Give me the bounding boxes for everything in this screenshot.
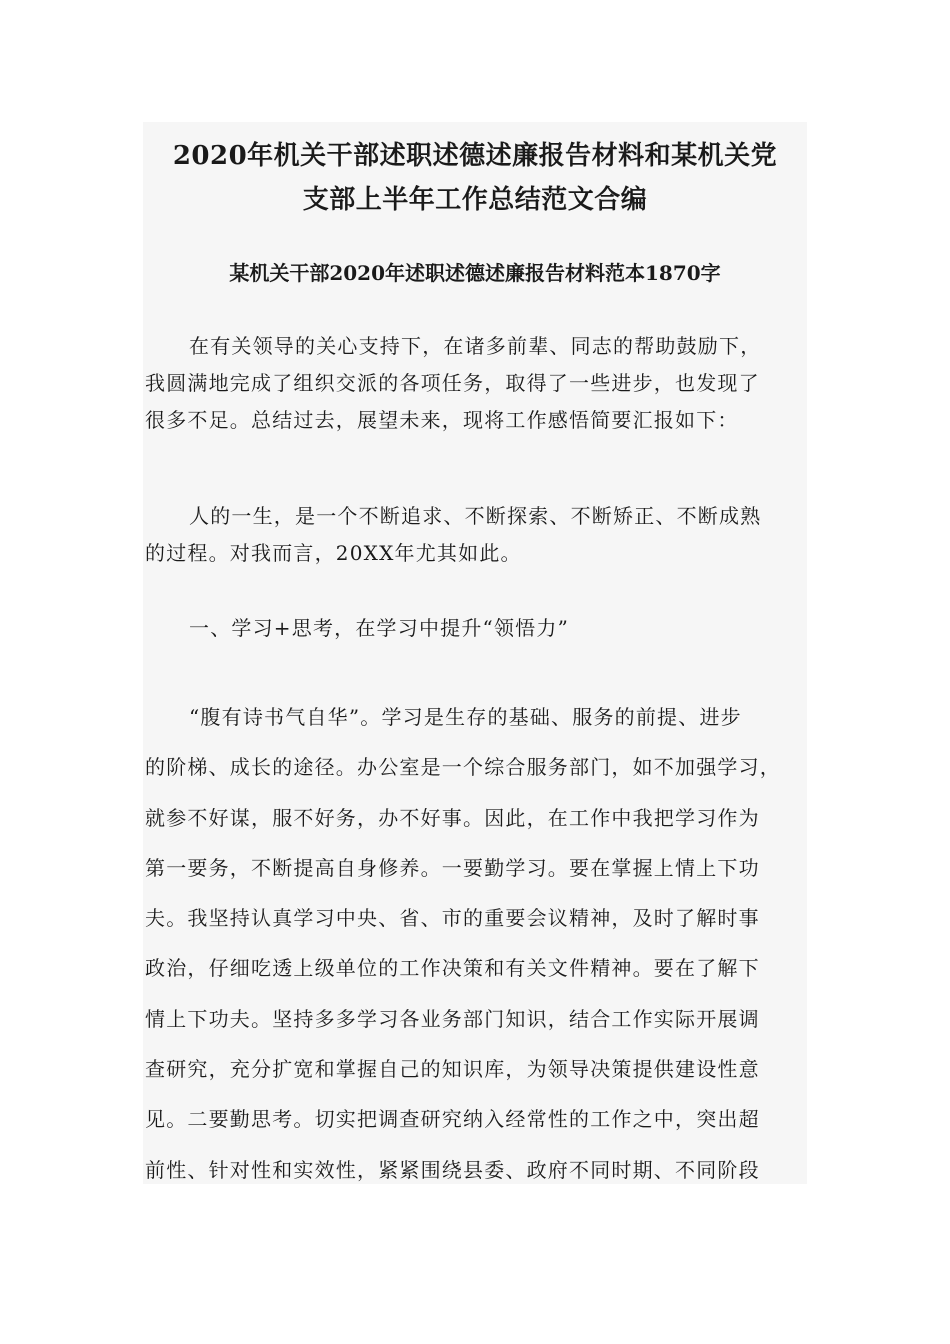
paragraph-line: 政治，仔细吃透上级单位的工作决策和有关文件精神。要在了解下 xyxy=(145,956,760,981)
paragraph-line: “腹有诗书气自华”。学习是生存的基础、服务的前提、进步 xyxy=(189,705,742,729)
paragraph xyxy=(145,692,801,1195)
title-line: 支部上半年工作总结范文合编 xyxy=(302,185,648,215)
paragraph-line: 人的一生，是一个不断追求、不断探索、不断矫正、不断成熟 xyxy=(189,504,762,528)
paragraph-line: 前性、针对性和实效性，紧紧围绕县委、政府不同时期、不同阶段 xyxy=(145,1157,760,1182)
paragraph-line: 查研究，充分扩宽和掌握自己的知识库，为领导决策提供建设性意 xyxy=(145,1057,760,1082)
paragraph-line: 情上下功夫。坚持多多学习各业务部门知识，结合工作实际开展调 xyxy=(145,1006,760,1031)
paragraph-line: 见。二要勤思考。切实把调查研究纳入经常性的工作之中，突出超 xyxy=(145,1107,760,1132)
paragraph-line: 在有关领导的关心支持下，在诸多前辈、同志的帮助鼓励下， xyxy=(189,334,762,358)
paragraph-line: 我圆满地完成了组织交派的各项任务，取得了一些进步，也发现了 xyxy=(145,371,760,395)
paragraph-line: 的阶梯、成长的途径。办公室是一个综合服务部门，如不加强学习， xyxy=(145,755,781,780)
document-subtitle: 某机关干部2020年述职述德述廉报告材料范本1870字 xyxy=(229,261,721,285)
paragraph-line: 的过程。对我而言，20XX年尤其如此。 xyxy=(145,541,522,565)
paragraph-line: 就参不好谋，服不好务，办不好事。因此，在工作中我把学习作为 xyxy=(145,805,760,830)
paragraph-line: 很多不足。总结过去，展望未来，现将工作感悟简要汇报如下： xyxy=(145,408,739,432)
paragraph xyxy=(145,498,801,572)
section-heading xyxy=(145,610,801,647)
document-title xyxy=(143,134,807,222)
section-heading-text: 一、学习+思考，在学习中提升“领悟力” xyxy=(189,616,570,640)
paragraph-line: 夫。我坚持认真学习中央、省、市的重要会议精神，及时了解时事 xyxy=(145,906,760,931)
paragraph-line: 第一要务，不断提高自身修养。一要勤学习。要在掌握上情上下功 xyxy=(145,855,760,880)
paragraph xyxy=(145,328,801,439)
title-line: 2020年机关干部述职述德述廉报告材料和某机关党 xyxy=(172,141,778,171)
